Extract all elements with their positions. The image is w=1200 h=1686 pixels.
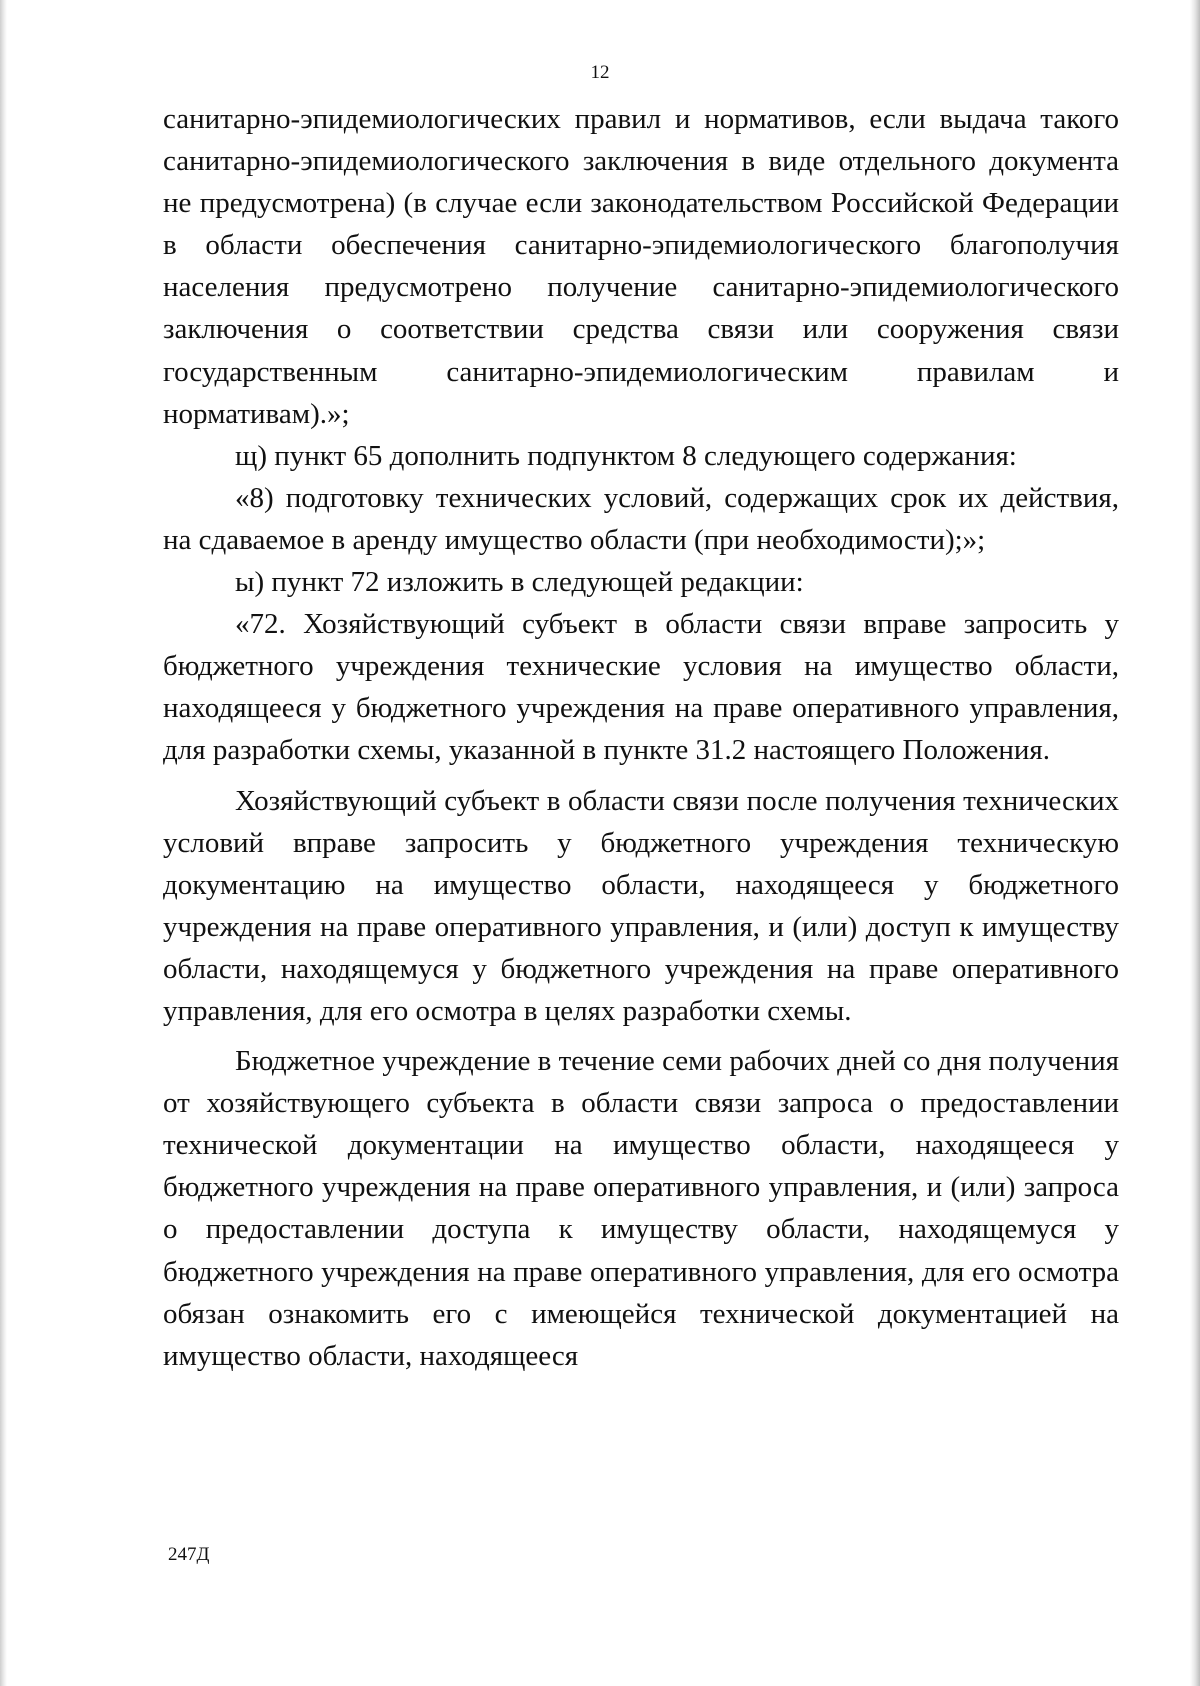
paragraph-item-shch: щ) пункт 65 дополнить подпунктом 8 следующего содержания: [235, 439, 1017, 472]
document-code: 247Д [168, 1544, 210, 1565]
paragraph-subitem-8: «8) подготовку технических условий, содержащих срок их действия, на сдаваемое в аренду имущество области (при необходимости);»; [163, 481, 1119, 556]
paragraph-clause-72-part-2: Хозяйствующий субъект в области связи после получения технических условий вправе запросить у бюджетного учреждения техническую документацию на имущество области, находящееся у бюджетного учреждения на праве оперативного управления, и (или) доступ к имуществу области, находящемуся у бюджетного учреждения на праве оперативного управления, для его осмотра в целях разработки схемы. [163, 784, 1119, 1027]
paragraph-clause-72: «72. Хозяйствующий субъект в области связи вправе запросить у бюджетного учреждения технические условия на имущество области, находящееся у бюджетного учреждения на праве оперативного управления, для разработки схемы, указанной в пункте 31.2 настоящего Положения. [163, 608, 1119, 767]
scan-edge-right [1190, 0, 1200, 1686]
paragraph-continuation: санитарно-эпидемиологических правил и нормативов, если выдача такого санитарно-эпидемиологического заключения в виде отдельного документа не предусмотрена) (в случае если законодательством Российской Федерации в области обеспечения санитарно-эпидемиологического благополучия населения предусмотрено получение санитарно-эпидемиологического заключения о соответствии средства связи или сооружения связи государственным санитарно-эпидемиологическим правилам и нормативам).»; [163, 103, 1119, 430]
document-body [163, 98, 1119, 1377]
scan-edge-left [0, 0, 7, 1686]
paragraph-clause-72-part-3: Бюджетное учреждение в течение семи рабочих дней со дня получения от хозяйствующего субъекта в области связи запроса о предоставлении технической документации на имущество области, находящееся у бюджетного учреждения на праве оперативного управления, и (или) запроса о предоставлении доступа к имуществу области, находящемуся у бюджетного учреждения на праве оперативного управления, для его осмотра обязан ознакомить его с имеющейся технической документацией на имущество области, находящееся [163, 1045, 1119, 1372]
paragraph-item-y: ы) пункт 72 изложить в следующей редакции: [235, 566, 804, 599]
page-number: 12 [590, 62, 610, 83]
